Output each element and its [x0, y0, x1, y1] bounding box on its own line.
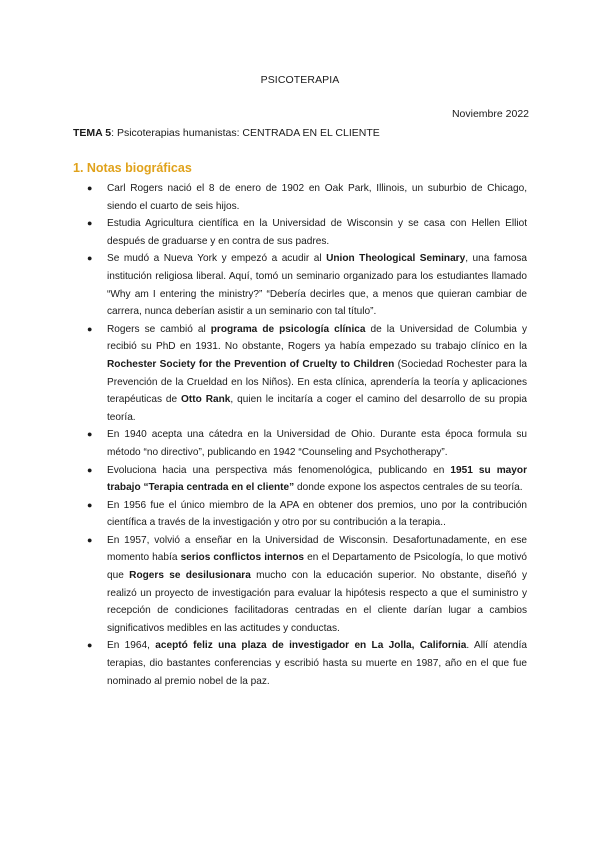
text-run: En 1956 fue el único miembro de la APA en obtener dos premios, uno por la contribución científica a través de la investigación y otro por su contribución a la terapia..	[107, 499, 527, 529]
bullet-dot-icon: ●	[87, 499, 93, 510]
bullet-dot-icon: ●	[87, 218, 93, 229]
list-item	[73, 462, 527, 497]
document-title: PSICOTERAPIA	[260, 74, 340, 86]
list-item	[73, 250, 527, 320]
bold-text: 1951 su mayor trabajo “Terapia centrada en el cliente”	[107, 464, 527, 494]
bold-text: Otto Rank	[181, 394, 231, 406]
section-heading: 1. Notas biográficas	[73, 161, 192, 175]
list-item	[73, 497, 527, 532]
text-run: (Sociedad Rochester para la Prevención de la Crueldad en los Niños). En esta clínica, aprendería la teoría y aplicaciones terapéuticas de	[107, 358, 528, 406]
text-run: en el Departamento de Psicología, lo que motivó que	[107, 552, 527, 582]
text-run: En 1957, volvió a enseñar en la Universidad de Wisconsin. Desafortunadamente, en ese momento había	[107, 534, 527, 564]
bullet-dot-icon: ●	[87, 534, 93, 545]
list-item	[73, 321, 527, 427]
biography-bullet-list	[73, 180, 527, 690]
bold-text: programa de psicología clínica	[210, 323, 366, 335]
text-run: Estudia Agricultura científica en la Universidad de Wisconsin y se casa con Hellen Elliot después de graduarse y en contra de sus padres.	[107, 218, 527, 247]
bullet-dot-icon: ●	[87, 323, 93, 334]
text-run: Evoluciona hacia una perspectiva más fenomenológica, publicando en	[107, 464, 451, 476]
bold-text: Rogers se desilusionara	[129, 570, 251, 582]
bullet-dot-icon: ●	[87, 640, 93, 651]
topic-line	[73, 127, 380, 139]
bullet-dot-icon: ●	[87, 464, 93, 475]
text-run: donde expone los aspectos centrales de su teoría.	[294, 482, 523, 494]
text-run: , una famosa institución religiosa liberal. Aquí, tomó un seminario organizado para los estudiantes llamado “Why am I entering the ministry?” “Debería decirles que, a menos que quieran cambiar de carrera, nunca deberían asistir a un seminario con tal título”.	[107, 253, 528, 318]
document-date: Noviembre 2022	[451, 108, 529, 120]
text-run: , quien le incitaría a coger el camino del desarrollo de su propia teoría.	[107, 394, 528, 423]
text-run: mucho con la educación superior. No obstante, diseñó y realizó un proyecto de investigación para evaluar la hipótesis respecto a que el suministro y recepción de condiciones facilitadoras centradas en el cliente darían lugar a cambios significativos medibles en las actitudes y conductas.	[107, 570, 528, 634]
bullet-dot-icon: ●	[87, 429, 93, 440]
list-item	[73, 215, 527, 250]
bullet-dot-icon: ●	[87, 183, 93, 193]
bullet-dot-icon: ●	[87, 253, 93, 264]
bold-text: serios conflictos internos	[180, 552, 305, 564]
list-item	[73, 532, 527, 638]
bold-text: aceptó feliz una plaza de investigador en La Jolla, California	[155, 640, 467, 652]
text-run: de la Universidad de Columbia y recibió su PhD en 1931. No obstante, Rogers ya había empezado su trabajo clínico en la	[107, 323, 528, 353]
text-run: . Allí atendía terapias, dio bastantes conferencias y escribió hasta su muerte en 1987, año en el que fue nominado al premio nobel de la paz.	[107, 640, 527, 687]
list-item	[73, 180, 527, 215]
bold-text: Union Theological Seminary	[326, 253, 466, 265]
topic-text: : Psicoterapias humanistas: CENTRADA EN EL CLIENTE	[111, 127, 380, 139]
text-run: Rogers se cambió al	[107, 323, 211, 335]
topic-label: TEMA 5	[73, 127, 112, 139]
bold-text: Rochester Society for the Prevention of Cruelty to Children	[107, 358, 395, 370]
text-run: Se mudó a Nueva York y empezó a acudir al	[107, 253, 327, 265]
list-item	[73, 637, 527, 690]
text-run: En 1940 acepta una cátedra en la Universidad de Ohio. Durante esta época formula su método “no directivo”, publicando en 1942 “Counseling and Psychotherapy”.	[107, 429, 527, 458]
list-item	[73, 426, 527, 461]
text-run: Carl Rogers nació el 8 de enero de 1902 en Oak Park, Illinois, un suburbio de Chicago, siendo el cuarto de seis hijos.	[107, 183, 527, 212]
text-run: En 1964,	[107, 640, 156, 652]
